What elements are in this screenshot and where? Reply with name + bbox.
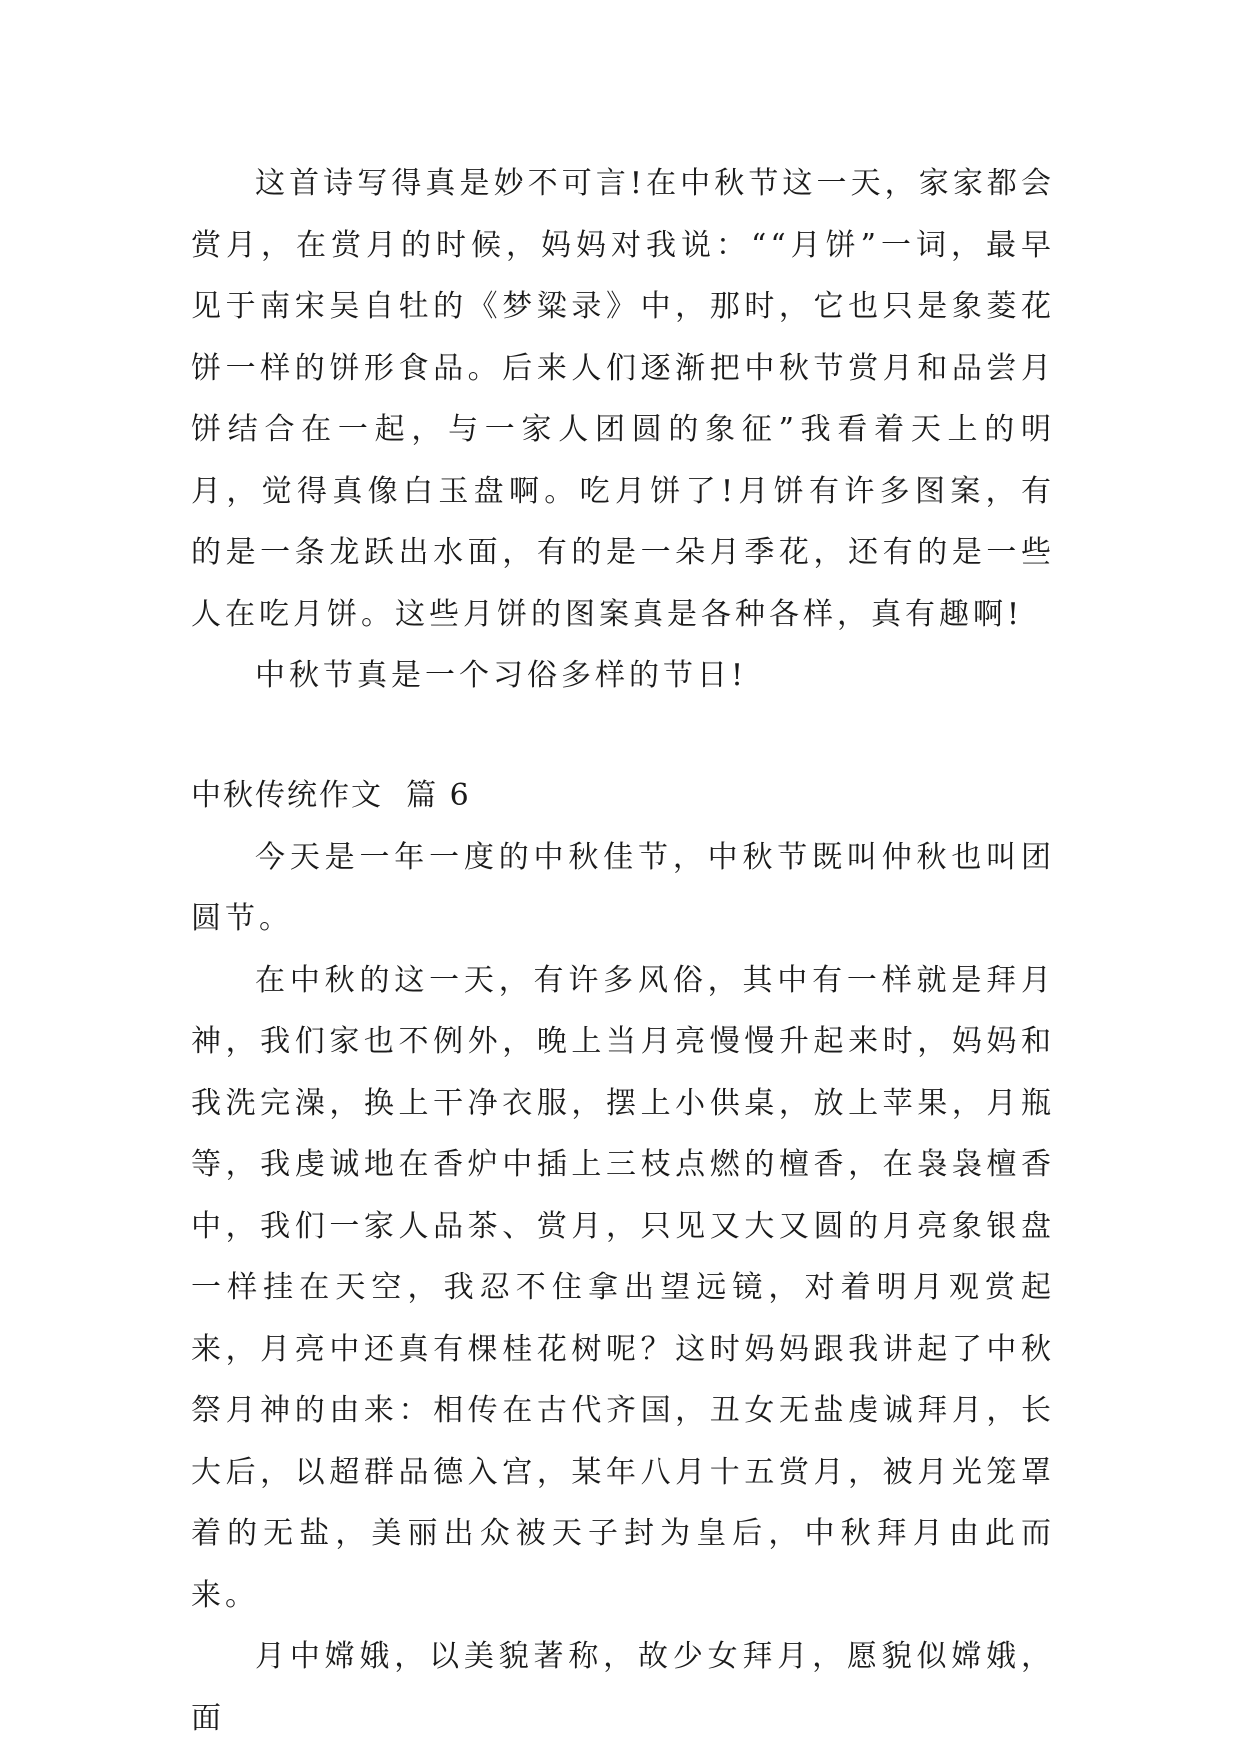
paragraph-change: 月中嫦娥，以美貌著称，故少女拜月，愿貌似嫦娥，面 bbox=[191, 1639, 1055, 1736]
document-body bbox=[191, 153, 1055, 1749]
paragraph-festival-summary: 中秋节真是一个习俗多样的节日! bbox=[255, 658, 748, 693]
section-title: 中秋传统作文 篇 6 bbox=[191, 777, 471, 813]
paragraph-intro: 今天是一年一度的中秋佳节，中秋节既叫仲秋也叫团圆节。 bbox=[191, 839, 1055, 936]
paragraph-poem-commentary: 这首诗写得真是妙不可言!在中秋节这一天，家家都会赏月，在赏月的时候，妈妈对我说：““月饼”一词，最早见于南宋吴自牡的《梦粱录》中，那时，它也只是象菱花饼一样的饼形食品。后来人们逐渐把中秋节赏月和品尝月饼结合在一起，与一家人团圆的象征”我看着天上的明月，觉得真像白玉盘啊。吃月饼了!月饼有许多图案，有的是一条龙跃出水面，有的是一朵月季花，还有的是一些人在吃月饼。这些月饼的图案真是各种各样，真有趣啊! bbox=[191, 166, 1055, 632]
paragraph-moon-worship: 在中秋的这一天，有许多风俗，其中有一样就是拜月神，我们家也不例外，晚上当月亮慢慢升起来时，妈妈和我洗完澡，换上干净衣服，摆上小供桌，放上苹果，月瓶等，我虔诚地在香炉中插上三枝点燃的檀香，在袅袅檀香中，我们一家人品茶、赏月，只见又大又圆的月亮象银盘一样挂在天空，我忍不住拿出望远镜，对着明月观赏起来，月亮中还真有棵桂花树呢？这时妈妈跟我讲起了中秋祭月神的由来：相传在古代齐国，丑女无盐虔诚拜月，长大后，以超群品德入宫，某年八月十五赏月，被月光笼罩着的无盐，美丽出众被天子封为皇后，中秋拜月由此而来。 bbox=[191, 962, 1055, 1613]
